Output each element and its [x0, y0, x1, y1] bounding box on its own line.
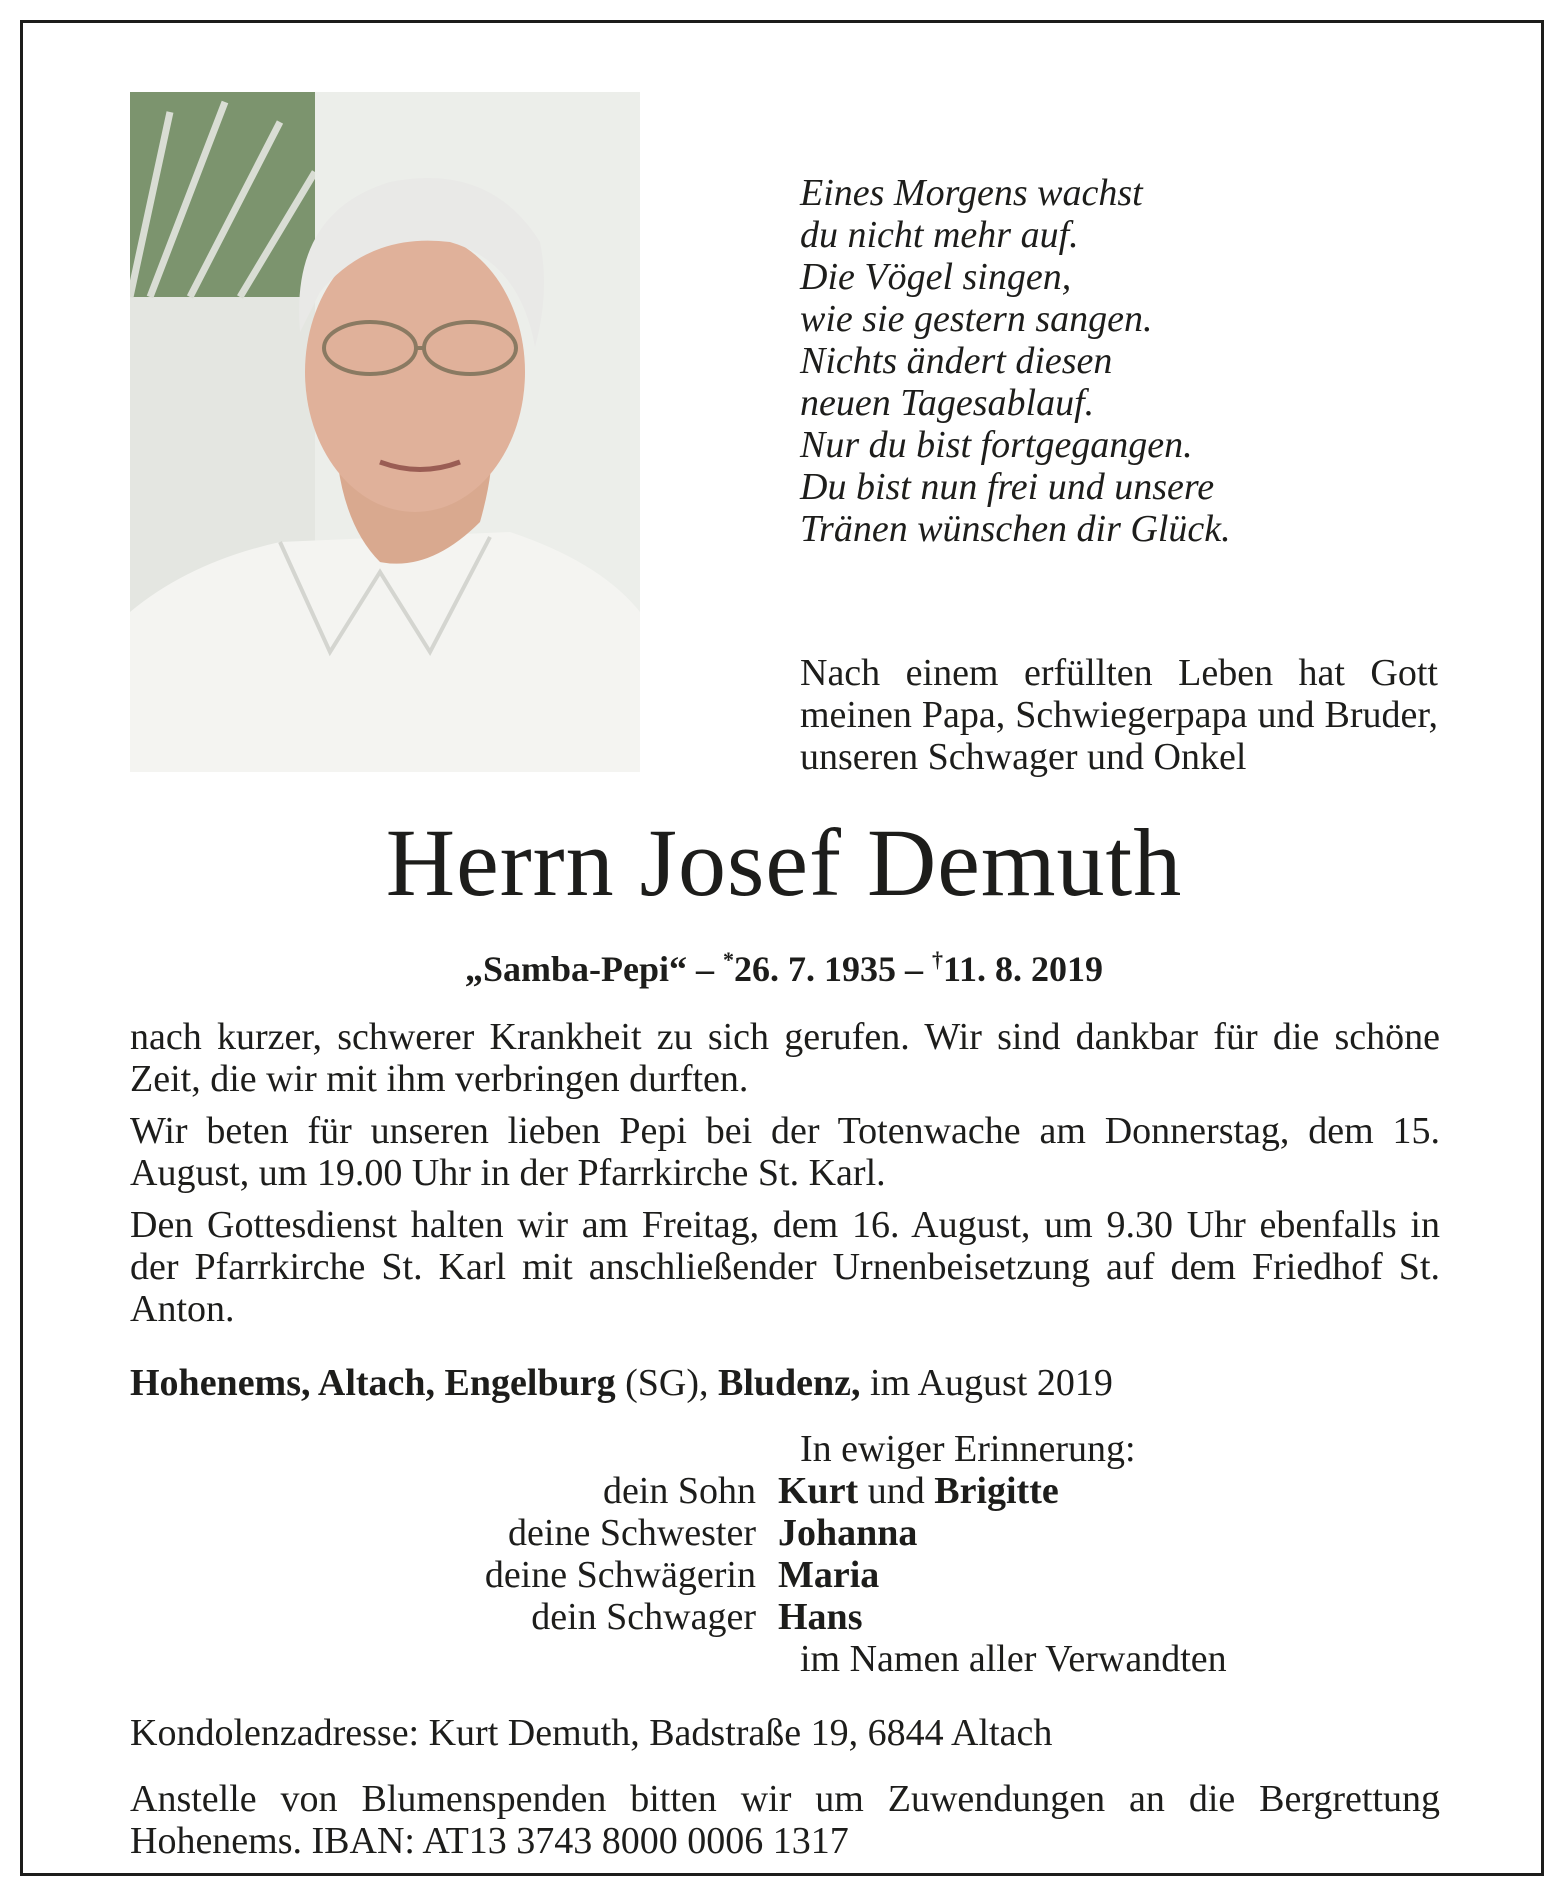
mourner-connector: und [858, 1470, 935, 1512]
mourner-name-2: Brigitte [934, 1470, 1059, 1512]
memory-heading: In ewiger Erinnerung: [800, 1428, 1136, 1470]
dash: – [905, 949, 923, 989]
body-paragraph: Den Gottesdienst halten wir am Freitag, dem 16. August, um 9.30 Uhr ebenfalls in der Pfarrkirche St. Karl mit anschließender Urnenbeisetzung auf dem Friedhof St. Anton. [130, 1204, 1440, 1330]
donation-note: Anstelle von Blumenspenden bitten wir um Zuwendungen an die Bergrettung Hohenems. IBAN: AT13 3743 8000 0006 1317 [130, 1778, 1440, 1862]
body-paragraph: Wir beten für unseren lieben Pepi bei der Totenwache am Donnerstag, dem 15. August, um 19.00 Uhr in der Pfarrkirche St. Karl. [130, 1110, 1440, 1194]
mourner-name [778, 1512, 917, 1554]
body-paragraph: nach kurzer, schwerer Krankheit zu sich gerufen. Wir sind dankbar für die schöne Zeit, die wir mit ihm verbringen durften. [130, 1016, 1440, 1100]
mourner-name [778, 1554, 879, 1596]
poem [800, 172, 1440, 550]
all-relatives: im Namen aller Verwandten [800, 1638, 1227, 1680]
poem-line: Nur du bist fortgegangen. [800, 424, 1193, 466]
death-symbol: † [932, 947, 943, 972]
announcement-body [130, 1016, 1440, 1340]
mourner-row [130, 1470, 1440, 1512]
deceased-name: Herrn Josef Demuth [385, 809, 1183, 916]
death-date: 11. 8. 2019 [943, 949, 1104, 989]
mourner-name [778, 1470, 1059, 1512]
birth-symbol: * [723, 947, 734, 972]
mourner-relation: deine Schwägerin [484, 1554, 756, 1596]
intro-text: Nach einem erfüllten Leben hat Gott meinen Papa, Schwiegerpapa und Bruder, unseren Schwager und Onkel [800, 652, 1438, 778]
poem-line: du nicht mehr auf. [800, 214, 1079, 256]
poem-line: Die Vögel singen, [800, 256, 1072, 298]
mourner-name-1: Kurt [778, 1470, 859, 1512]
place-date: im August 2019 [860, 1362, 1113, 1404]
mourner-row [130, 1512, 1440, 1554]
mourner-row [130, 1596, 1440, 1638]
poem-line: Nichts ändert diesen [800, 340, 1113, 382]
poem-line: Eines Morgens wachst [800, 172, 1143, 214]
poem-line: Tränen wünschen dir Glück. [800, 508, 1231, 550]
mourner-relation: dein Schwager [531, 1596, 756, 1638]
mourner-relation: dein Sohn [602, 1470, 756, 1512]
mourner-row [130, 1554, 1440, 1596]
place-date-line [130, 1362, 1440, 1404]
mourner-name-1: Johanna [778, 1512, 918, 1554]
place-towns: Hohenems, Altach, Engelburg [130, 1362, 616, 1404]
mourner-name-1: Maria [778, 1554, 880, 1596]
nickname: „Samba-Pepi“ [464, 949, 687, 989]
poem-line: neuen Tagesablauf. [800, 382, 1095, 424]
mourners-list [130, 1470, 1440, 1638]
place-town2: Bludenz, [718, 1362, 861, 1404]
condolence-address: Kondolenzadresse: Kurt Demuth, Badstraße 19, 6844 Altach [130, 1712, 1053, 1754]
poem-line: Du bist nun frei und unsere [800, 466, 1215, 508]
mourner-name [778, 1596, 862, 1638]
poem-line: wie sie gestern sangen. [800, 298, 1153, 340]
place-canton: (SG), [615, 1362, 718, 1404]
portrait-photo [130, 92, 640, 772]
dash: – [696, 949, 714, 989]
birth-date: 26. 7. 1935 [734, 949, 896, 989]
mourner-relation: deine Schwester [508, 1512, 756, 1554]
life-dates [0, 938, 1568, 991]
mourner-name-1: Hans [778, 1596, 863, 1638]
